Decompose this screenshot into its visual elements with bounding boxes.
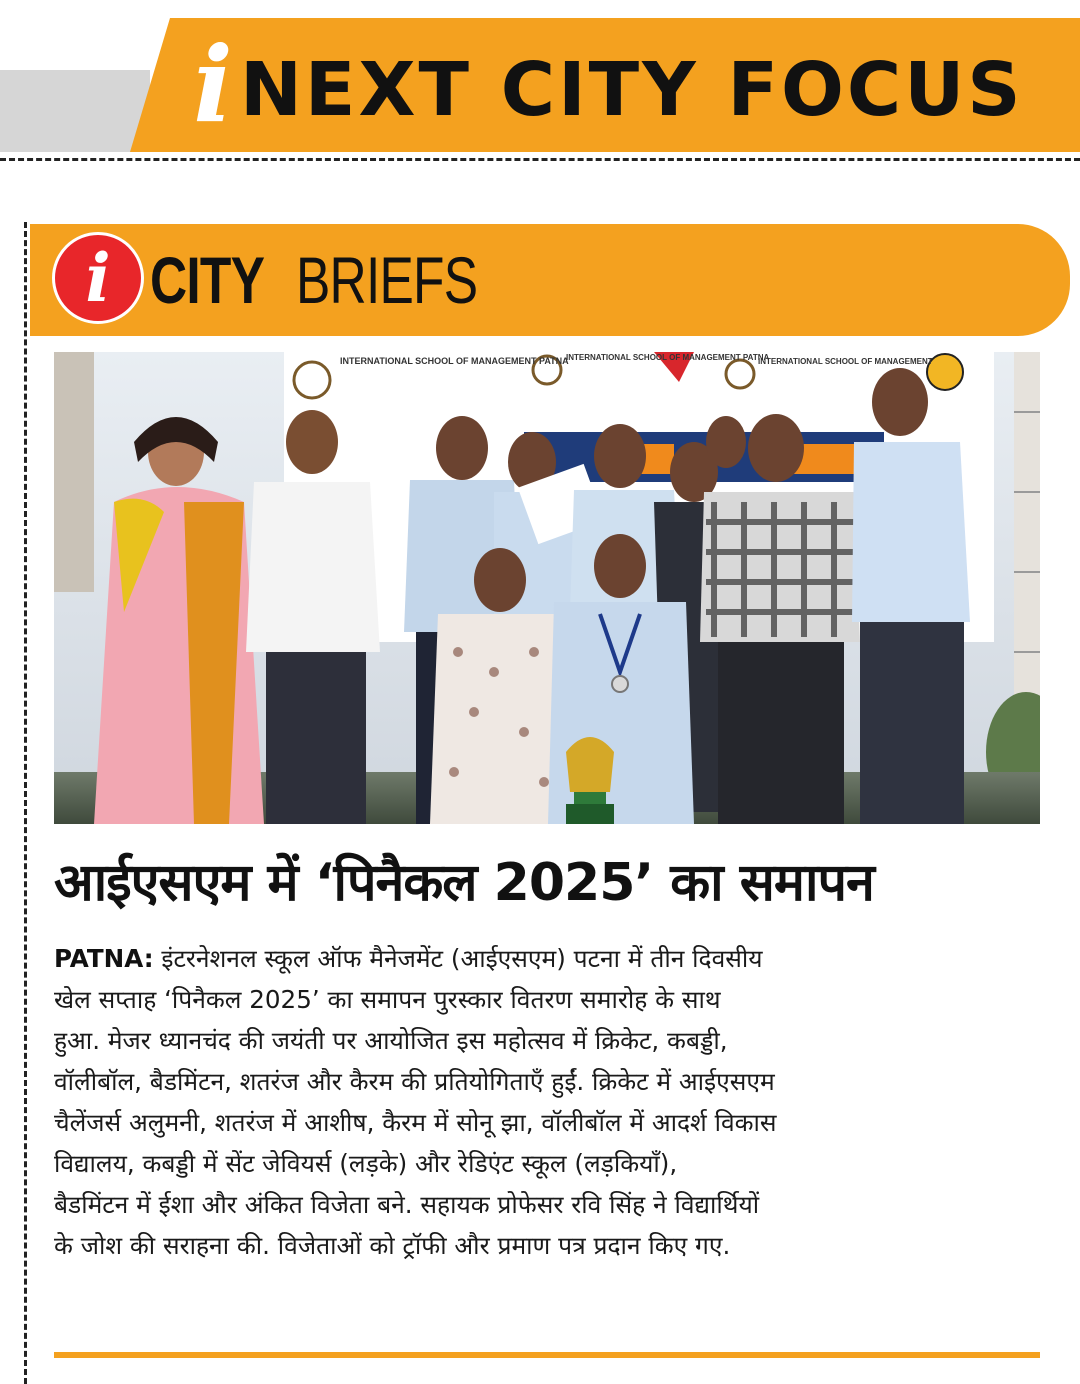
banner-text-2: INTERNATIONAL SCHOOL OF MANAGEMENT PATNA — [566, 353, 770, 362]
city-briefs-label-city: CITY — [150, 243, 265, 317]
article-line-4: वॉलीबॉल, बैडमिंटन, शतरंज और कैरम की प्रतियोगिताएँ हुईं. क्रिकेट में आईएसएम — [54, 1067, 775, 1096]
article-line-8: के जोश की सराहना की. विजेताओं को ट्रॉफी और प्रमाण पत्र प्रदान किए गए. — [54, 1231, 731, 1260]
banner-text-1: INTERNATIONAL SCHOOL OF MANAGEMENT PATNA — [340, 356, 569, 366]
masthead-title: NEXT CITY FOCUS — [240, 47, 1024, 133]
article-line-1-text: इंटरनेशनल स्कूल ऑफ मैनेजमेंट (आईएसएम) पटना में तीन दिवसीय — [153, 944, 763, 973]
article-body — [54, 938, 1054, 1266]
article-line-7: बैडमिंटन में ईशा और अंकित विजेता बने. सहायक प्रोफेसर रवि सिंह ने विद्यार्थियों — [54, 1190, 760, 1219]
masthead-gray-block — [0, 70, 150, 152]
city-briefs-logo-letter: i — [85, 239, 111, 317]
city-briefs-logo-icon — [52, 232, 144, 324]
banner-text-3: INTERNATIONAL SCHOOL OF MANAGEMENT — [758, 357, 933, 366]
article-line-2: खेल सप्ताह ‘पिनैकल 2025’ का समापन पुरस्कार वितरण समारोह के साथ — [54, 985, 721, 1014]
person-student-6 — [706, 416, 746, 468]
bottom-orange-rule — [54, 1352, 1040, 1358]
inext-logo-icon: i — [193, 23, 233, 146]
article-line-5: चैलेंजर्स अलुमनी, शतरंज में आशीष, कैरम में सोनू झा, वॉलीबॉल में आदर्श विकास — [54, 1108, 777, 1137]
event-photo-illustration — [54, 352, 1040, 824]
article-line-6: विद्यालय, कबड्डी में सेंट जेवियर्स (लड़के) और रेडिएंट स्कूल (लड़कियाँ), — [54, 1149, 678, 1178]
article-line-3: हुआ. मेजर ध्यानचंद की जयंती पर आयोजित इस महोत्सव में क्रिकेट, कबड्डी, — [54, 1026, 728, 1055]
masthead-band — [0, 0, 1080, 172]
trophy-icon — [566, 737, 614, 824]
article-line-1 — [54, 938, 1054, 979]
masthead-dashed-divider — [0, 158, 1080, 161]
article-headline: आईएसएम में ‘पिनैकल 2025’ का समापन — [54, 853, 874, 913]
event-photo — [54, 352, 1040, 824]
city-briefs-label-briefs: BRIEFS — [296, 243, 478, 317]
left-dashed-rule — [24, 222, 27, 1384]
article-dateline: PATNA: — [54, 944, 154, 973]
